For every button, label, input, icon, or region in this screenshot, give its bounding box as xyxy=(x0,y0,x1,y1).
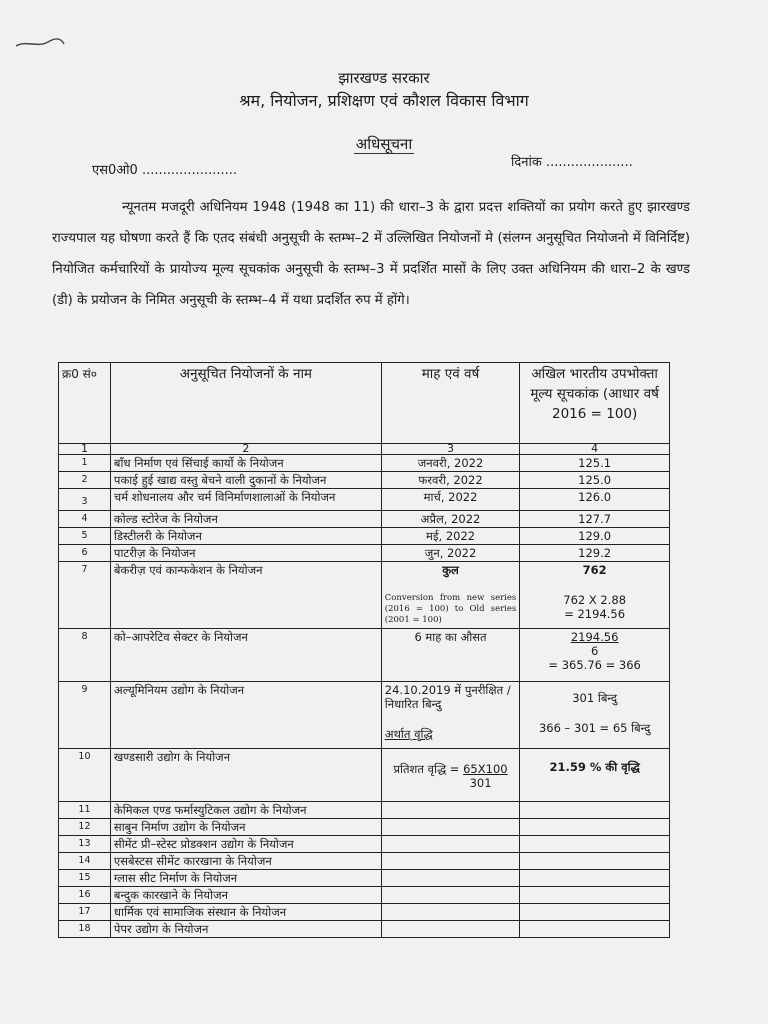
col-serial-header: क्र0 सं० xyxy=(59,363,111,444)
total-label: कुल xyxy=(442,563,459,577)
percent-label: प्रतिशत वृद्धि = xyxy=(393,762,460,776)
row-number: 13 xyxy=(59,836,111,853)
average-numerator: 2194.56 xyxy=(570,630,619,644)
schedule-table xyxy=(58,362,670,938)
table-row xyxy=(59,489,670,511)
revised-points-label: 24.10.2019 में पुनरीक्षित / निधारित बिन्दु xyxy=(384,683,511,711)
row-number: 4 xyxy=(59,511,111,528)
employment-name: खण्डसारी उद्योग के नियोजन xyxy=(110,749,381,802)
percent-formula xyxy=(381,749,519,802)
table-row xyxy=(59,472,670,489)
column-number-row xyxy=(59,444,670,455)
table-row xyxy=(59,629,670,682)
month-year: मई, 2022 xyxy=(381,528,519,545)
table-header-row xyxy=(59,363,670,444)
table-row xyxy=(59,819,670,836)
col-number: 4 xyxy=(520,444,670,455)
percent-result: 21.59 % की वृद्धि xyxy=(549,760,640,774)
employment-name: सीमेंट प्री–स्टेस्ट प्रोडक्शन उद्योग के नियोजन xyxy=(110,836,381,853)
percent-numerator: 65X100 xyxy=(463,762,508,776)
conversion-result: = 2194.56 xyxy=(564,607,626,621)
month-year: जुन, 2022 xyxy=(381,545,519,562)
table-row xyxy=(59,682,670,749)
average-calculation xyxy=(520,629,670,682)
table-row xyxy=(59,802,670,819)
price-index: 126.0 xyxy=(520,489,670,511)
row-number: 11 xyxy=(59,802,111,819)
row-number: 3 xyxy=(59,489,111,511)
employment-name: कोल्ड स्टोरेज के नियोजन xyxy=(110,511,381,528)
month-year: जनवरी, 2022 xyxy=(381,455,519,472)
employment-name: केमिकल एण्ड फर्मास्युटिकल उद्योग के नियोजन xyxy=(110,802,381,819)
price-index: 129.2 xyxy=(520,545,670,562)
date-line: दिनांक ..................... xyxy=(511,155,633,170)
reference-number: एस0ओ0 ....................... xyxy=(92,163,237,178)
conversion-cell xyxy=(381,562,519,629)
employment-name: बाँध निर्माण एवं सिंचाई कार्यो के नियोजन xyxy=(110,455,381,472)
month-year: मार्च, 2022 xyxy=(381,489,519,511)
col-number: 3 xyxy=(381,444,519,455)
employment-name: पाटरीज़ के नियोजन xyxy=(110,545,381,562)
col-number: 2 xyxy=(110,444,381,455)
points-values xyxy=(520,682,670,749)
table-row xyxy=(59,562,670,629)
employment-name: पेपर उद्योग के नियोजन xyxy=(110,921,381,938)
row-number: 10 xyxy=(59,749,111,802)
row-number: 6 xyxy=(59,545,111,562)
percent-denominator: 301 xyxy=(469,776,492,790)
price-index: 125.0 xyxy=(520,472,670,489)
increase-label: अर्थात् वृद्धि xyxy=(384,727,433,741)
average-result: = 365.76 = 366 xyxy=(548,658,641,672)
employment-name: चर्म शोधनालय और चर्म विनिर्माणशालाओं के नियोजन xyxy=(110,489,381,511)
points-labels xyxy=(381,682,519,749)
row-number: 2 xyxy=(59,472,111,489)
price-index: 127.7 xyxy=(520,511,670,528)
month-year: अप्रैल, 2022 xyxy=(381,511,519,528)
department-title: श्रम, नियोजन, प्रशिक्षण एवं कौशल विकास विभाग xyxy=(239,91,529,110)
table-row xyxy=(59,511,670,528)
conversion-formula: 762 X 2.88 xyxy=(563,593,627,607)
employment-name: को–आपरेटिव सेक्टर के नियोजन xyxy=(110,629,381,682)
row-number: 9 xyxy=(59,682,111,749)
col-month-header: माह एवं वर्ष xyxy=(381,363,519,444)
month-year: फरवरी, 2022 xyxy=(381,472,519,489)
pen-mark xyxy=(14,36,66,50)
government-title: झारखण्ड सरकार xyxy=(338,69,430,87)
col-number: 1 xyxy=(59,444,111,455)
employment-name: पकाई हुई खाद्य वस्तु बेचने वाली दुकानों के नियोजन xyxy=(110,472,381,489)
table-row xyxy=(59,749,670,802)
employment-name: ग्लास सीट निर्माण के नियोजन xyxy=(110,870,381,887)
col-name-header: अनुसूचित नियोजनों के नाम xyxy=(110,363,381,444)
row-number: 1 xyxy=(59,455,111,472)
row-number: 18 xyxy=(59,921,111,938)
total-value: 762 xyxy=(582,563,607,577)
row-number: 14 xyxy=(59,853,111,870)
average-label: 6 माह का औसत xyxy=(381,629,519,682)
table-row xyxy=(59,887,670,904)
col-index-header: अखिल भारतीय उपभोक्ता मूल्य सूचकांक (आधार वर्ष 2016 = 100) xyxy=(520,363,670,444)
revised-points-value: 301 बिन्दु xyxy=(572,691,618,705)
employment-name: अल्यूमिनियम उद्योग के नियोजन xyxy=(110,682,381,749)
table-row xyxy=(59,853,670,870)
row-number: 7 xyxy=(59,562,111,629)
employment-name: डिस्टीलरी के नियोजन xyxy=(110,528,381,545)
conversion-values xyxy=(520,562,670,629)
employment-name: बन्दुक कारखाने के नियोजन xyxy=(110,887,381,904)
row-number: 16 xyxy=(59,887,111,904)
employment-name: साबुन निर्माण उद्योग के नियोजन xyxy=(110,819,381,836)
row-number: 15 xyxy=(59,870,111,887)
employment-name: धार्मिक एवं सामाजिक संस्थान के नियोजन xyxy=(110,904,381,921)
notification-heading: अधिसूचना xyxy=(355,135,413,153)
price-index: 129.0 xyxy=(520,528,670,545)
average-denominator: 6 xyxy=(590,644,599,658)
row-number: 8 xyxy=(59,629,111,682)
notification-body: न्यूनतम मजदूरी अधिनियम 1948 (1948 का 11) की धारा–3 के द्वारा प्रदत्त शक्तियों का प्रयोग करते हुए झारखण्ड राज्यपाल यह घोषणा करते हैं कि एतद संबंधी अनुसूची के स्तम्भ–2 में उल्लिखित नियोजनों मे (संलग्न अनुसूचित नियोजनो में विनिर्दिष्ट) नियोजित कर्मचारियों के प्रायोज्य मूल्य सूचकांक अनुसूची के स्तम्भ–3 में प्रदर्शित मासों के लिए उक्त अधिनियम की धारा–2 के खण्ड (डी) के प्रयोजन के निमित अनुसूची के स्तम्भ–4 में यथा प्रदर्शित रुप में होंगे। xyxy=(52,200,690,308)
table-row xyxy=(59,904,670,921)
employment-name: बेकरीज़ एवं कान्फकेशन के नियोजन xyxy=(110,562,381,629)
table-row xyxy=(59,545,670,562)
employment-name: एसबेस्टस सीमेंट कारखाना के नियोजन xyxy=(110,853,381,870)
increase-value: 366 – 301 = 65 बिन्दु xyxy=(538,721,651,735)
table-row xyxy=(59,836,670,853)
table-row xyxy=(59,455,670,472)
table-row xyxy=(59,870,670,887)
table-row xyxy=(59,528,670,545)
row-number: 17 xyxy=(59,904,111,921)
percent-result-cell xyxy=(520,749,670,802)
price-index: 125.1 xyxy=(520,455,670,472)
table-row xyxy=(59,921,670,938)
conversion-text: Conversion from new series (2016 = 100) to Old series (2001 = 100) xyxy=(384,593,517,625)
row-number: 12 xyxy=(59,819,111,836)
row-number: 5 xyxy=(59,528,111,545)
